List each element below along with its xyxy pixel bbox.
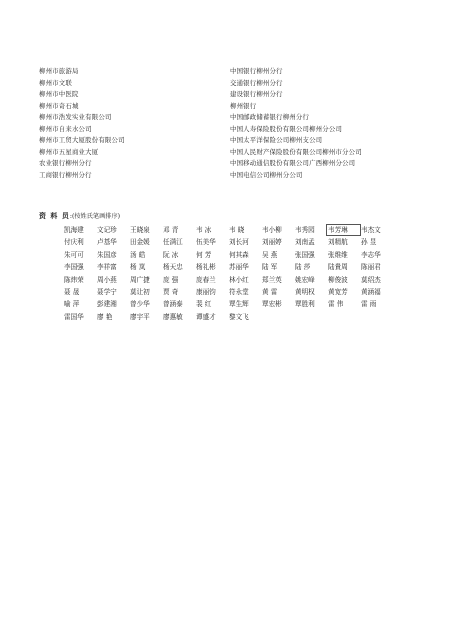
left-organization-item: 柳州市浩发实业有限公司 (39, 113, 112, 122)
contributor-name: 周小燕 (97, 275, 117, 284)
right-organization-item: 中国太平洋保险公司柳州支公司 (230, 136, 323, 145)
right-organization-item: 交通银行柳州分行 (230, 78, 283, 87)
contributor-name: 曾少华 (130, 300, 150, 309)
contributor-name: 任满江 (163, 238, 183, 247)
contributor-name: 杨天忠 (163, 263, 183, 272)
contributor-name: 刘南孟 (295, 238, 315, 247)
contributor-name: 黄宽芳 (328, 287, 348, 296)
contributors-heading (39, 211, 120, 221)
contributor-row (63, 250, 393, 262)
contributor-name: 李国强 (64, 263, 84, 272)
contributor-name-grid (63, 225, 393, 324)
contributor-name: 周广捷 (130, 275, 150, 284)
contributor-name: 杨 岚 (130, 263, 146, 272)
contributor-name: 贾 奇 (163, 287, 179, 296)
contributors-label: 资 料 员 (39, 211, 70, 220)
contributor-name: 李祥富 (97, 263, 117, 272)
contributor-name: 韦 晓 (229, 226, 245, 234)
contributor-name: 付庆利 (64, 238, 84, 247)
contributor-name: 陈丽君 (361, 263, 381, 272)
organization-list-right (230, 66, 430, 181)
contributor-name: 林小红 (229, 275, 249, 284)
contributor-name: 陆 军 (262, 263, 278, 272)
contributor-name: 朱可可 (64, 250, 84, 259)
right-organization-item: 中国移动通信股份有限公司广西柳州分公司 (230, 159, 356, 168)
contributor-name: 雷 雨 (361, 300, 377, 309)
contributor-name: 汤 皓 (130, 250, 146, 259)
contributor-row (63, 225, 393, 237)
contributor-name: 陆貴周 (328, 263, 348, 272)
contributor-name: 彭建湘 (97, 300, 117, 309)
contributor-name: 韦杰文 (361, 226, 381, 234)
contributor-name: 聂 晟 (64, 287, 80, 296)
right-organization-item: 中国银行柳州分行 (230, 67, 283, 75)
contributor-row (63, 237, 393, 249)
left-organization-item: 柳州市五星商业大厦 (39, 147, 99, 156)
left-organization-item: 柳州市工贸大厦股份有限公司 (39, 136, 125, 145)
contributor-name: 莫让初 (130, 287, 150, 296)
contributor-name: 张国强 (295, 250, 315, 259)
contributor-name: 韦芳琳 (327, 225, 360, 235)
right-organization-item: 中国人寿保险股份有限公司柳州分公司 (230, 124, 343, 133)
left-organization-item: 工商银行柳州分行 (39, 170, 92, 179)
contributor-name: 韦秀园 (295, 226, 315, 234)
left-organization-item: 柳州市文联 (39, 78, 72, 87)
contributor-name: 庞春兰 (196, 275, 216, 284)
contributor-name: 何其森 (229, 250, 249, 259)
contributors-sort-note: :(按姓氏笔画排序) (69, 213, 121, 220)
right-organization-item: 柳州银行 (230, 101, 257, 110)
contributor-row (63, 299, 393, 311)
contributor-name: 黄明权 (295, 287, 315, 296)
contributor-name: 姚宏峰 (295, 275, 315, 284)
contributor-name: 伍美华 (196, 238, 216, 247)
contributor-name: 覃生辉 (229, 300, 249, 309)
contributor-name: 王晓泉 (130, 226, 150, 234)
contributor-name: 刘丽婷 (262, 238, 282, 247)
contributor-name: 符永堂 (229, 287, 249, 296)
contributor-row (63, 287, 393, 299)
contributor-name: 雷国华 (64, 312, 84, 321)
contributor-row (63, 312, 393, 324)
contributor-name: 韦 冰 (196, 226, 212, 234)
right-organization-item: 中国邮政储蓄银行柳州分行 (230, 113, 310, 122)
contributor-name: 雷 伟 (328, 300, 344, 309)
contributor-name: 刘精航 (328, 238, 348, 247)
contributor-name: 庞 强 (163, 275, 179, 284)
contributor-name: 覃胜利 (295, 300, 315, 309)
contributor-name: 孙 昱 (361, 238, 377, 247)
contributor-name: 喻 萍 (64, 300, 80, 309)
right-organization-item: 建设银行柳州分行 (230, 90, 283, 99)
contributor-name: 廖惠敏 (163, 312, 183, 321)
contributor-name: 廖宇平 (130, 312, 150, 321)
contributor-name: 谭盛才 (196, 312, 216, 321)
right-organization-item: 中国人民财产保险股份有限公司柳州市分公司 (230, 147, 362, 156)
contributor-name: 杨礼彬 (196, 263, 216, 272)
contributor-name: 邓 青 (163, 226, 179, 234)
contributor-name: 黎文飞 (229, 312, 249, 321)
contributor-name: 陆 莎 (295, 263, 311, 272)
contributor-name: 苏丽华 (229, 263, 249, 272)
contributor-name: 覃宏彬 (262, 300, 282, 309)
contributor-name: 柳俊波 (328, 275, 348, 284)
contributor-name: 何 芳 (196, 250, 212, 259)
contributor-name: 阮 冰 (163, 250, 179, 259)
contributor-name: 凯海建 (64, 226, 84, 234)
contributor-row (63, 275, 393, 287)
left-organization-item: 柳州市中医院 (39, 90, 79, 99)
contributor-name: 黄涵福 (361, 287, 381, 296)
contributor-name: 裴 红 (196, 300, 212, 309)
contributor-name: 卢基华 (97, 238, 117, 247)
left-organization-item: 农业银行柳州分行 (39, 159, 92, 168)
contributor-name: 韦小柳 (262, 226, 282, 234)
contributor-name: 吴 燕 (262, 250, 278, 259)
right-organization-item: 中国电信公司柳州分公司 (230, 170, 303, 179)
contributor-name: 陈炜荣 (64, 275, 84, 284)
contributor-name: 张维维 (328, 250, 348, 259)
contributor-name: 曾涵泰 (163, 300, 183, 309)
contributor-name: 莫绍杰 (361, 275, 381, 284)
contributor-name: 郑兰英 (262, 275, 282, 284)
contributor-name: 康丽钧 (196, 287, 216, 296)
left-organization-item: 柳州市旅游局 (39, 67, 79, 75)
contributor-name: 文记珍 (97, 226, 117, 234)
contributor-name: 廖 艳 (97, 312, 113, 321)
contributor-row (63, 262, 393, 274)
left-organization-item: 柳州市自来水公司 (39, 124, 92, 133)
contributor-name: 黄 雷 (262, 287, 278, 296)
contributor-name: 李志华 (361, 250, 381, 259)
contributor-name: 田金媛 (130, 238, 150, 247)
left-organization-item: 柳州市奇石城 (39, 101, 79, 110)
organization-list-left (39, 66, 219, 181)
contributor-name: 朱国彦 (97, 250, 117, 259)
contributor-name: 刘长河 (229, 238, 249, 247)
contributor-name: 聂学宁 (97, 287, 117, 296)
